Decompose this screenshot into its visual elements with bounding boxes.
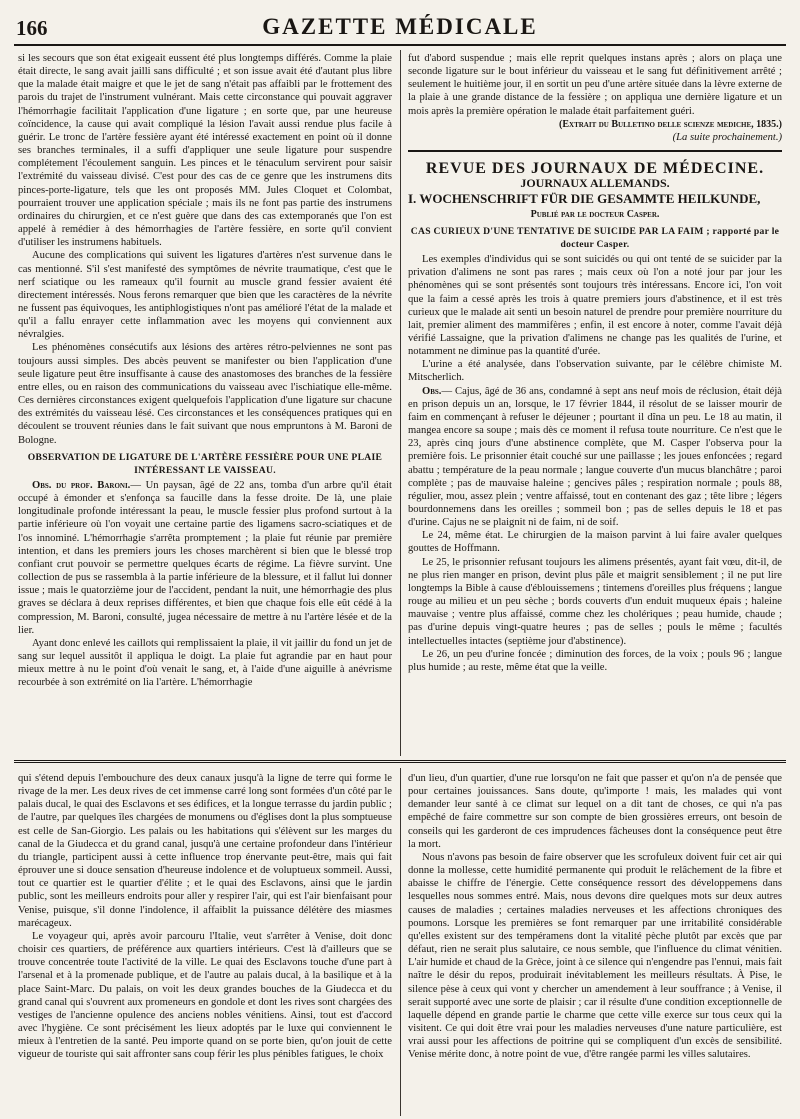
page-number: 166 bbox=[16, 16, 48, 40]
paragraph bbox=[18, 479, 392, 637]
paragraph: Les phénomènes consécutifs aux lésions des artères rétro-pelviennes ne sont pas toujours aussi simples. Des abcès peuvent se manifester ou bien l'application d'une seule ligature peut être insuffisante à cause des anastomoses des branches de la fessière entre elles, ou en raison des communications du vaisseau avec l'ischiatique elle-même. Ces dernières circonstances exigent quelquefois l'application d'une ligature sur chacune des extrémités du vaisseau lésé. Ces circonstances et les conséquences pratiques qui en découlent se trouvent réunies dans le fait suivant que nous empruntons à M. Baroni de Bologne. bbox=[18, 342, 392, 446]
journal-name: I. WOCHENSCHRIFT FÜR DIE GESAMMTE HEILKUNDE, bbox=[408, 191, 761, 207]
column-top-right bbox=[408, 52, 782, 752]
paragraph-text: — Un paysan, âgé de 22 ans, tomba d'un arbre qu'il était occupé à émonder et s'enfonça sa faucille dans la fesse droite. De là, une plaie longitudinale profonde intéressant la peau, le muscle fessier plus profond surtout à la partie inférieure où l'on voyait une certaine partie des ligamens sacro-sciatiques et de l'os innominé. L'hémorrhagie s'arrêta promptement ; la plaie fut réunie par première intention, et dans les premiers jours les choses marchèrent si bien que le blessé trop confiant crut pouvoir se permettre quelques écarts de régime. La fièvre survint. Une collection de pus se rassembla à la partie inférieure de la blessure, et il fallut lui donner issue ; mais le quatorzième jour de l'accident, pendant la nuit, une hémorrhagie des plus graves se déclara à deux reprises différentes, et bien que chaque fois elle eût cédé à la compression, M. Baroni, consulté, jugea nécessaire de mettre à nu l'artère lésée et de la lier. bbox=[18, 480, 392, 636]
paragraph: si les secours que son état exigeait eussent été plus longtemps différés. Comme la plaie était directe, le sang avait jailli sans difficulté ; et son issue avait été d'autant plus libre que la malade était maigre et que le jet de sang n'était pas affaibli par le frottement des parois du trajet de l'instrument vulnérant. Mais cette circonstance qui pouvait aggraver l'hémorrhagie facilitait l'application d'une ligature ; en sorte que, par une heureuse coïncidence, la cause qui avait compliqué la lésion l'avait aussi rendue plus facile à guérir. Le tronc de l'artère fessière ayant été intéressé exactement en point où il donne ses branches terminales, il a suffi d'appliquer une seule ligature pour suspendre complétement l'écoulement sanguin. Les pinces et le ténaculum servirent pour saisir l'extrémité du vaisseau divisé. C'est pour des cas de ce genre que les instrumens dits pinces-porte-ligature, tels que les ont proposés MM. Jules Cloquet et Colombat, pourraient trouver une application spéciale ; mais ils ne font pas partie des instrumens ordinaires du chirurgien, et ce n'est guère que dans des cas extemporanés que l'on est appelé à remédier à des hémorrhagies de l'artère fessière, en sorte qu'il convient d'utiliser les instrumens habituels. bbox=[18, 53, 392, 249]
observation-heading: OBSERVATION DE LIGATURE DE L'ARTÈRE FESSIÈRE POUR UNE PLAIE INTÉRESSANT LE VAISSEAU. bbox=[27, 451, 383, 476]
paragraph: Le 24, même état. Le chirurgien de la maison parvint à lui faire avaler quelques gouttes de Hoffmann. bbox=[408, 530, 782, 555]
paragraph-text: — Cajus, âgé de 36 ans, condamné à sept ans neuf mois de réclusion, était déjà en prison depuis un an, lorsque, le 17 février 1844, il résolut de se laisser mourir de faim en commençant à refuser le déjeuner ; pourtant il dîna un peu. Le 18 au matin, il mangea encore sa soupe ; mais dès ce moment il refusa toute nourriture. Ce n'est que le 23, après cinq jours d'une abstinence complète, que M. Casper l'observa pour la première fois. Le prisonnier était couché sur une paillasse ; les joues enfoncées ; regard abattu ; température de la peau normale ; langue couverte d'un mucus blanchâtre ; paroi complète ; pas de mauvaise haleine ; gencives pâles ; respiration normale ; pouls 88, régulier, mou, assez plein ; ventre affaissé, tout en contenant des gaz ; tête libre ; légers bourdonnemens dans les oreilles ; sommeil bon ; pas de selles depuis le 18 et pas d'urine. Cajus ne se plaignit ni de faim, ni de soif. bbox=[408, 385, 782, 529]
paragraph: d'un lieu, d'un quartier, d'une rue lorsqu'on ne fait que passer et qu'on n'a de pensée que pour certaines jouissances. Sans doute, qu'importe ! mais, les malades qui vont demander leur santé à ce climat sur lequel on a dit tant de choses, ce qui n'a pas empêché de faire commettre sur son compte de bien grossières erreurs, ont besoin de conseils qui les garderont de ces imprudences fâcheuses dont la conséquence peut être la mort. bbox=[408, 773, 782, 850]
source-citation: (Extrait du Bulletino delle scienze mediche, 1835.) bbox=[559, 118, 782, 130]
column-bottom-right bbox=[408, 772, 782, 1114]
column-divider-top bbox=[400, 50, 401, 756]
paragraph: Ayant donc enlevé les caillots qui remplissaient la plaie, il vit jaillir du fond un jet de sang sur lequel aussitôt il appliqua le doigt. La plaie fut agrandie par en haut pour mieux mettre à nu le point d'où venait le sang, et, à l'aide d'une aiguille à anévrisme recourbée à son extrémité on lia l'artère. L'hémorrhagie bbox=[18, 637, 392, 689]
paragraph: Les exemples d'individus qui se sont suicidés ou qui ont tenté de se suicider par la privation d'alimens ne sont pas rares ; mais ceux où l'on a noté jour par jour les phénomènes qui se sont présentés sont toujours très intéressans. Encore ici, l'on voit que la faim a cessé après les trois à quatre premiers jours d'abstinence, et il est très curieux que le malade ait senti un besoin naturel de prendre pour première nourriture du lait, premier aliment des mammifères ; enfin, il est encore à noter, comme l'avait déjà vérifié Lassaigne, que la privation d'alimens ne change pas les qualités de l'urine, et notamment ne diminue pas la quantité d'urée. bbox=[408, 254, 782, 358]
column-bottom-left bbox=[18, 772, 392, 1114]
observation-label: Obs. du prof. Baroni. bbox=[32, 480, 131, 491]
column-divider-bottom bbox=[400, 768, 401, 1116]
review-title: REVUE DES JOURNAUX DE MÉDECINE. bbox=[425, 160, 765, 178]
publisher-line: Publié par le docteur Casper. bbox=[530, 208, 660, 220]
paragraph: fut d'abord suspendue ; mais elle reprit quelques instans après ; alors on plaça une seconde ligature sur le bout inférieur du vaisseau et le sang fut définitivement arrêté ; seulement le huitième jour, il en sortit un peu d'une artère située dans la lèvre externe de la plaie à une grande distance de la fessière ; on appliqua une dernière ligature et un mois après la première opération le malade était parfaitement guéri. bbox=[408, 53, 782, 117]
page-header bbox=[14, 10, 786, 46]
continued-note: (La suite prochainement.) bbox=[672, 131, 782, 143]
paragraph bbox=[408, 385, 782, 530]
rule bbox=[408, 150, 782, 152]
paragraph: Nous n'avons pas besoin de faire observer que les scrofuleux doivent fuir cet air qui donne la mollesse, cette humidité permanente qui produit le relâchement de la fibre et abaisse le chiffre de l'énergie. Cette conséquence ressort des développemens dans lesquelles nous sommes entré. Mais, nous devons dire quelques mots sur deux autres causes de maladies ; certaines maladies nerveuses et les affections chroniques des poumons. Lorsque les premières se font remarquer par une irritabilité considérable qu'elles existent sur des tempéramens dont la vitalité pèche plutôt par excès que par défaut, rien ne serait plus salutaire, ce nous semble, que l'influence du climat vénitien. L'air humide et chaud de la Grèce, joint à ce silence qui n'engendre pas l'ennui, mais fait naître le désir du repos, produirait inévitablement les meilleurs résultats. À Pise, le silence pèse à ceux qui vont y chercher un amendement à leur souffrance ; à Venise, il serait supporté avec une sorte de plaisir ; car il résulte d'une condition exceptionnelle de laquelle dépend en grande partie le charme que cette ville exerce sur tous ceux qui la visitent. Ce qui doit être vrai pour les maladies nerveuses d'une nature particulière, est vrai aussi pour les affections de poitrine qui se compliquent d'un excès de sensibilité. Venise mérite donc, à notre point de vue, d'être rangée parmi les villes salutaires. bbox=[408, 851, 782, 1061]
journal-title: GAZETTE MÉDICALE bbox=[262, 14, 538, 39]
review-subtitle: JOURNAUX ALLEMANDS. bbox=[520, 176, 670, 191]
paragraph: Le 26, un peu d'urine foncée ; diminution des forces, de la voix ; pouls 96 ; langue plus humide ; au reste, même état que la veille. bbox=[408, 648, 782, 673]
paragraph: Le 25, le prisonnier refusant toujours les alimens présentés, ayant fait vœu, dit-il, de ne plus rien manger en prison, devint plus pâle et maigrit sensiblement ; il ne put lire longtemps la Bible à cause d'éblouissemens ; tintemens d'oreilles plus fréquens ; langue rouge au milieu et un peu sèche ; bords couverts d'un enduit muqueux épais ; haleine mauvaise ; ventre plus affaissé, comme chez les cholériques ; peau humide, chaude ; pas d'urine depuis vingt-quatre heures ; pas de selles ; pouls le même ; facultés intellectuelles intactes (septième jour d'abstinence). bbox=[408, 556, 782, 647]
column-top-left bbox=[18, 52, 392, 752]
observation-label: Obs. bbox=[422, 385, 442, 397]
case-heading: CAS CURIEUX D'UNE TENTATIVE DE SUICIDE PAR LA FAIM ; rapporté par le docteur Casper. bbox=[410, 225, 780, 250]
paragraph: Aucune des complications qui suivent les ligatures d'artères n'est survenue dans le cas mentionné. S'il s'est manifesté des symptômes de névrite traumatique, c'est que le nerf sciatique ou les rameaux qu'il fournit au muscle grand fessier avaient été directement intéressés. Nous ferons remarquer que bien que les caractères de la névrite ne fussent pas équivoques, les antiphlogistiques n'ont pas amélioré l'état de la malade et qu'il a fallu enrayer cette inflammation avec les moyens qui conviennent aux névralgies. bbox=[18, 250, 392, 341]
paragraph: Le voyageur qui, après avoir parcouru l'Italie, veut s'arrêter à Venise, doit donc choisir ces quartiers, de préférence aux quartiers intérieurs. C'est là d'ailleurs que se trouve concentrée toute l'activité de la ville. Le quai des Esclavons touche d'une part à l'arsenal et à la promenade publique, et de l'autre au palais ducal, à la basilique et à la place Saint-Marc. Du palais, on voit les deux grandes bouches de la Giudecca et du grand canal qui s'ouvrent aux promeneurs en gondole et dont les rives sont chargées des vestiges de l'ancienne opulence des anciens nobles vénitiens. Ainsi, tout est d'accord avec l'hygiène. Ce sont précisément les lieux adoptés par le luxe qui conviennent le mieux à l'entretien de la santé. Peu importe quand on se porte bien, qu'on jouit de cette vigueur de touriste qui sait affronter sans coup férir les plus pénibles fatigues, le choix bbox=[18, 930, 392, 1061]
paragraph: qui s'étend depuis l'embouchure des deux canaux jusqu'à la ligne de terre qui forme le rivage de la mer. Les deux rives de cet immense carré long sont formées d'un côté par le palais ducal, le quai des Esclavons et ses édifices, et la longue terrasse du jardin public ; de l'autre, par quelques îles chargées de monumens ou d'églises dont la plus somptueuse est celle de San-Giorgio. Les palais ou les habitations qui s'élèvent sur les marges du canal de la Giudecca et du grand canal, jusqu'à une certaine profondeur dans l'intérieur du triangle, participent aussi à cette influence trop énervante peut-être, mais qui fait éprouver une si douce sensation d'heureuse indolence et de voluptueux sommeil. Aussi, tout ce quartier est le quartier d'élite ; et le quai des Esclavons, ainsi que le jardin public, sont les meilleurs endroits pour aller y respirer l'air, qui est l'air bienfaisant pour Venise, puisque, s'il donne l'indolence, il affaiblit la puissance délétère des miasmes marécageux. bbox=[18, 773, 392, 929]
paragraph: L'urine a été analysée, dans l'observation suivante, par le célèbre chimiste M. Mitscherlich. bbox=[408, 359, 782, 384]
section-divider bbox=[14, 760, 786, 763]
